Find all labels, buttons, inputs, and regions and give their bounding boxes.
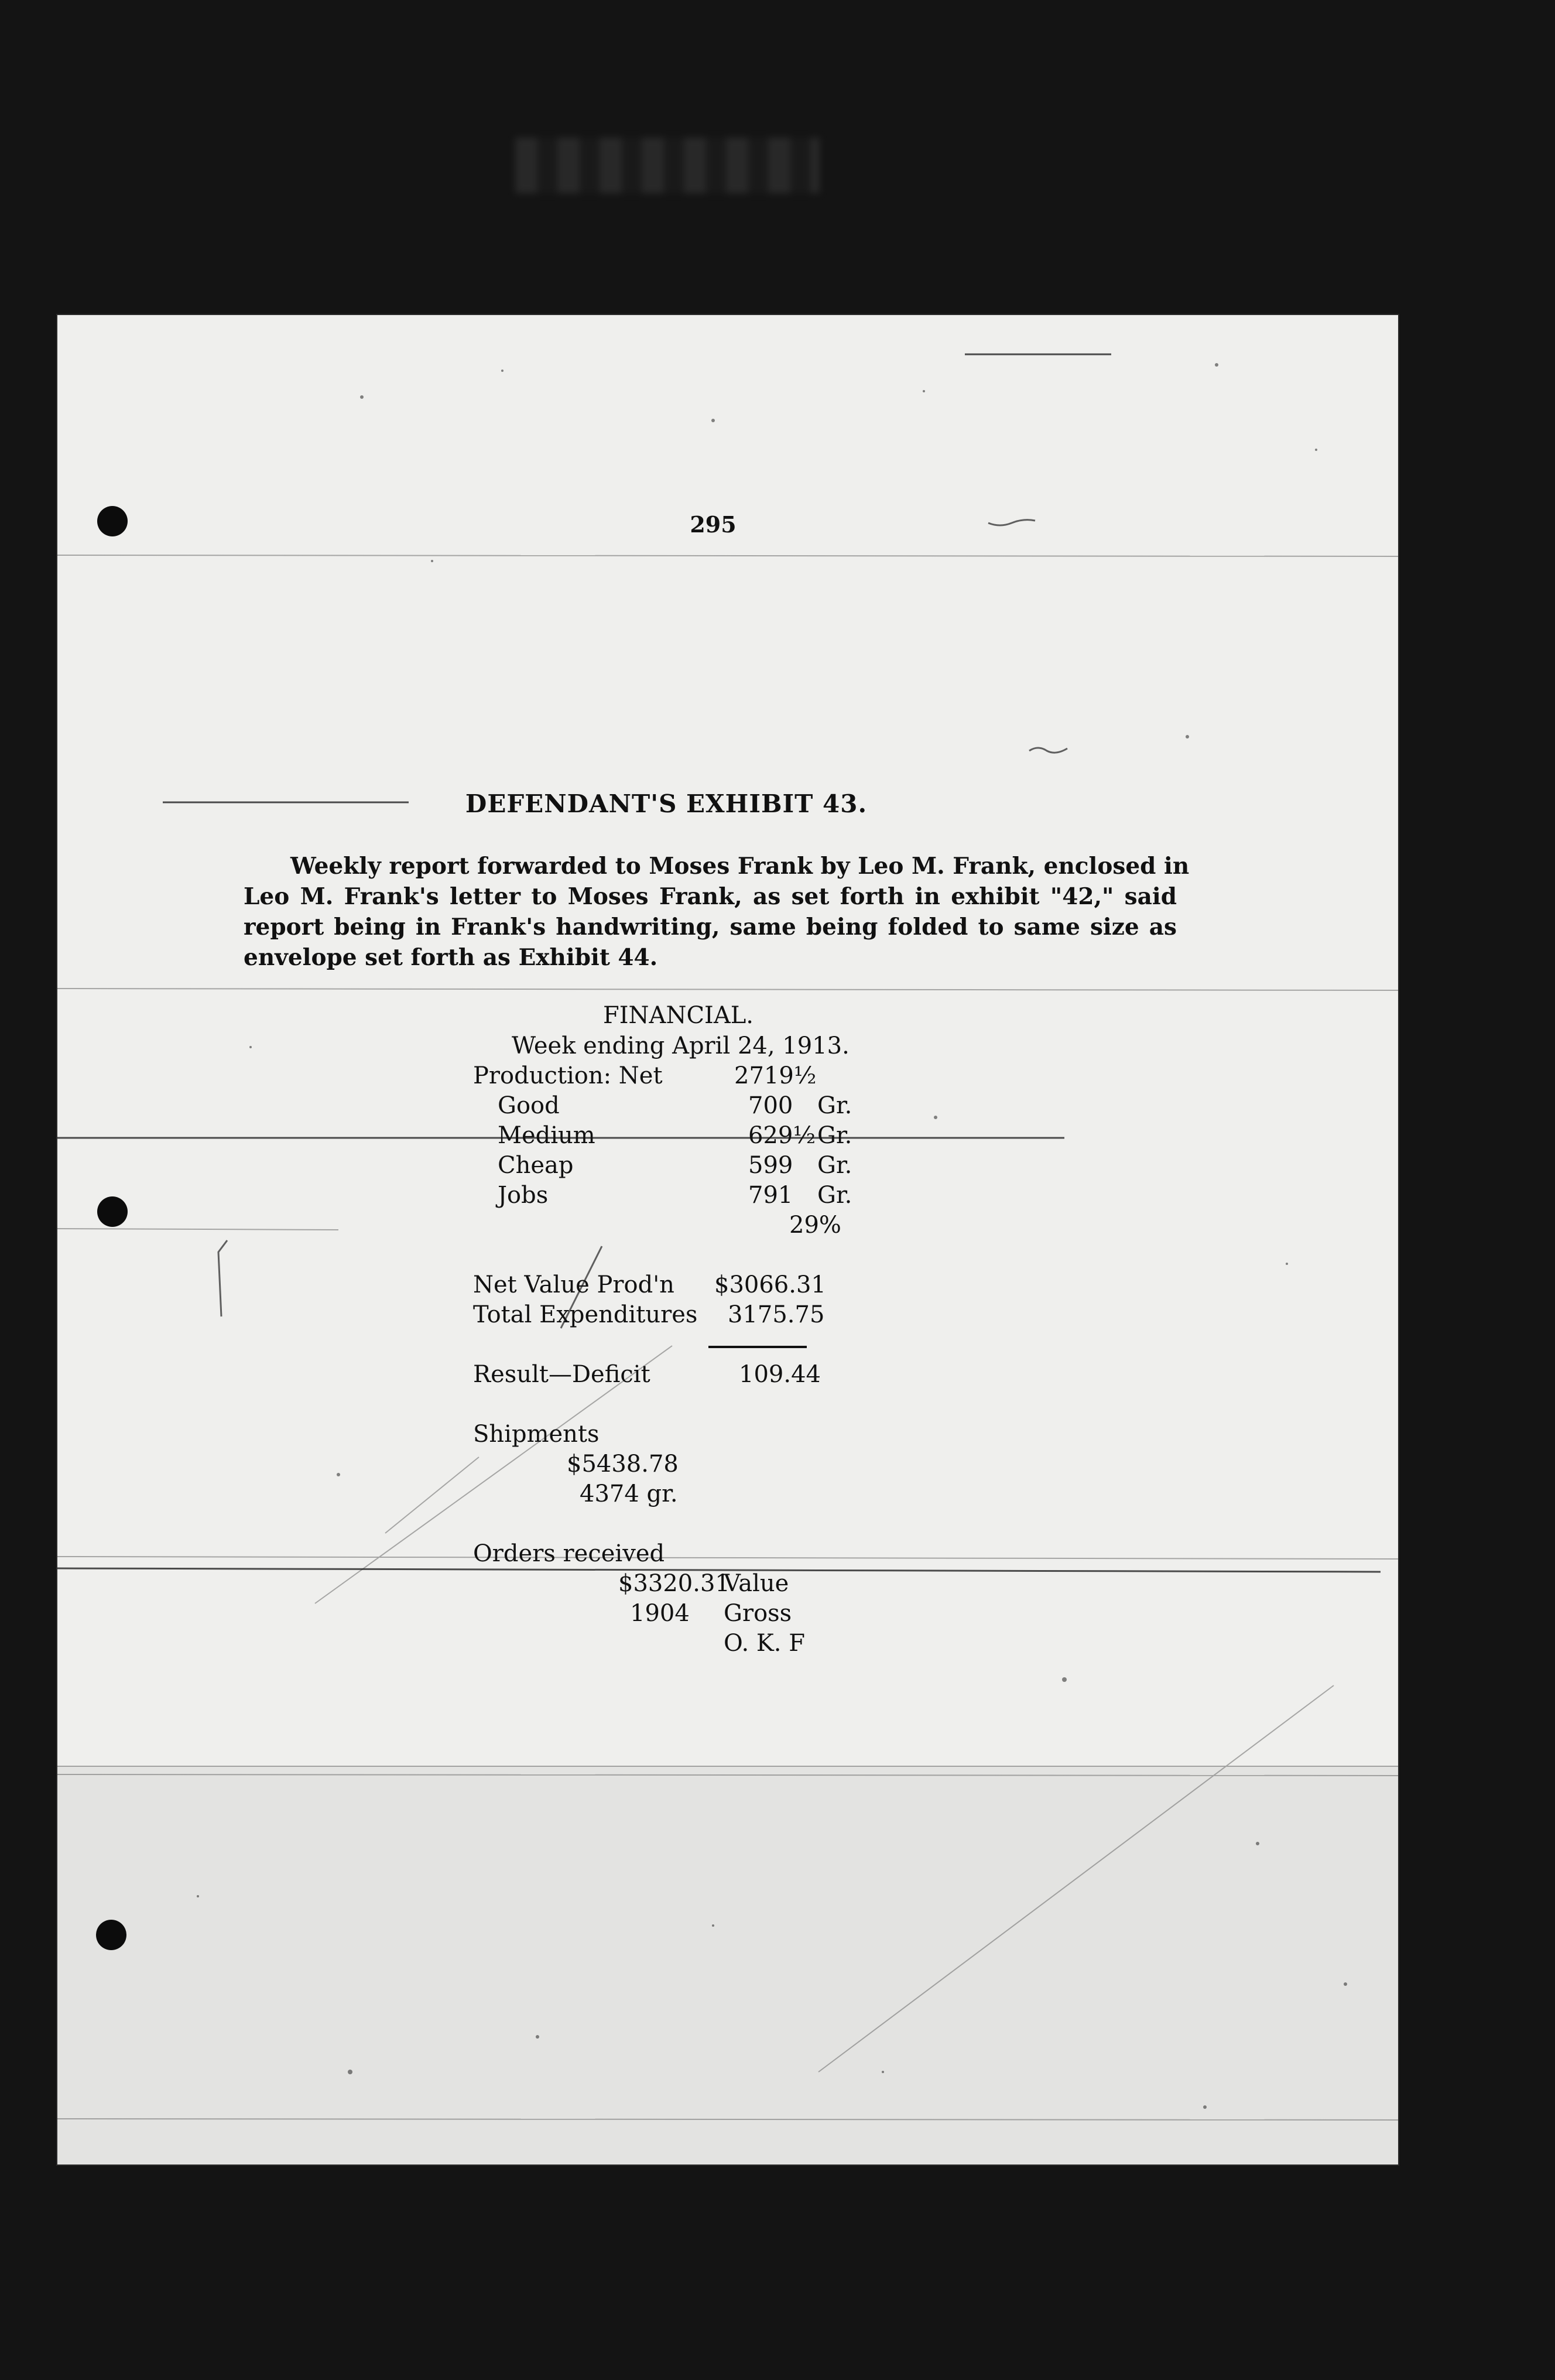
net-value-label: Net Value Prod'n — [473, 1271, 674, 1298]
production-label: Production: Net — [473, 1062, 663, 1089]
film-edge-marking — [515, 138, 820, 193]
signature-initials: O. K. F — [724, 1630, 805, 1657]
orders-amount: $3320.31 — [618, 1570, 730, 1597]
grade-label: Cheap — [498, 1152, 574, 1179]
total-expenditures-label: Total Expenditures — [473, 1301, 698, 1328]
exhibit-title: DEFENDANT'S EXHIBIT 43. — [465, 789, 868, 818]
intro-first-line: Weekly report forwarded to Moses Frank by Leo M. Frank, enclosed in — [290, 853, 1190, 880]
orders-gross: 1904 — [630, 1600, 690, 1627]
grade-label: Medium — [498, 1122, 595, 1149]
grade-label: Good — [498, 1092, 560, 1119]
page-number: 295 — [690, 511, 737, 538]
grade-unit: Gr. — [817, 1182, 852, 1209]
grade-label: Jobs — [498, 1182, 549, 1209]
grade-unit: Gr. — [817, 1092, 852, 1119]
grade-value: 791 — [748, 1182, 793, 1209]
result-label: Result—Deficit — [473, 1361, 650, 1388]
document-page — [57, 315, 1398, 2164]
grade-unit: Gr. — [817, 1122, 852, 1149]
grade-value: 700 — [748, 1092, 793, 1119]
grade-value: 629½ — [748, 1122, 816, 1149]
grade-value: 599 — [748, 1152, 793, 1179]
net-value-amount: $3066.31 — [714, 1271, 826, 1298]
grade-unit: Gr. — [817, 1152, 852, 1179]
report-heading: FINANCIAL. — [603, 1002, 754, 1029]
result-amount: 109.44 — [739, 1361, 821, 1388]
shipments-amount: $5438.78 — [567, 1451, 679, 1478]
total-expenditures-amount: 3175.75 — [728, 1301, 825, 1328]
production-net-value: 2719½ — [734, 1062, 817, 1089]
week-ending: Week ending April 24, 1913. — [512, 1032, 850, 1059]
financial-report — [57, 315, 1398, 2164]
orders-gross-label: Gross — [724, 1600, 792, 1627]
shipments-gross: 4374 gr. — [580, 1480, 678, 1507]
orders-value-label: Value — [724, 1570, 789, 1597]
orders-label: Orders received — [473, 1540, 665, 1567]
percent-value: 29% — [789, 1212, 841, 1239]
sum-rule — [708, 1346, 807, 1348]
intro-rest: Leo M. Frank's letter to Moses Frank, as set forth in exhibit "42," said report being in Frank's handwriting, same being folded to same size as envelope set forth as Exhibit 44. — [244, 883, 1177, 971]
shipments-label: Shipments — [473, 1421, 600, 1448]
